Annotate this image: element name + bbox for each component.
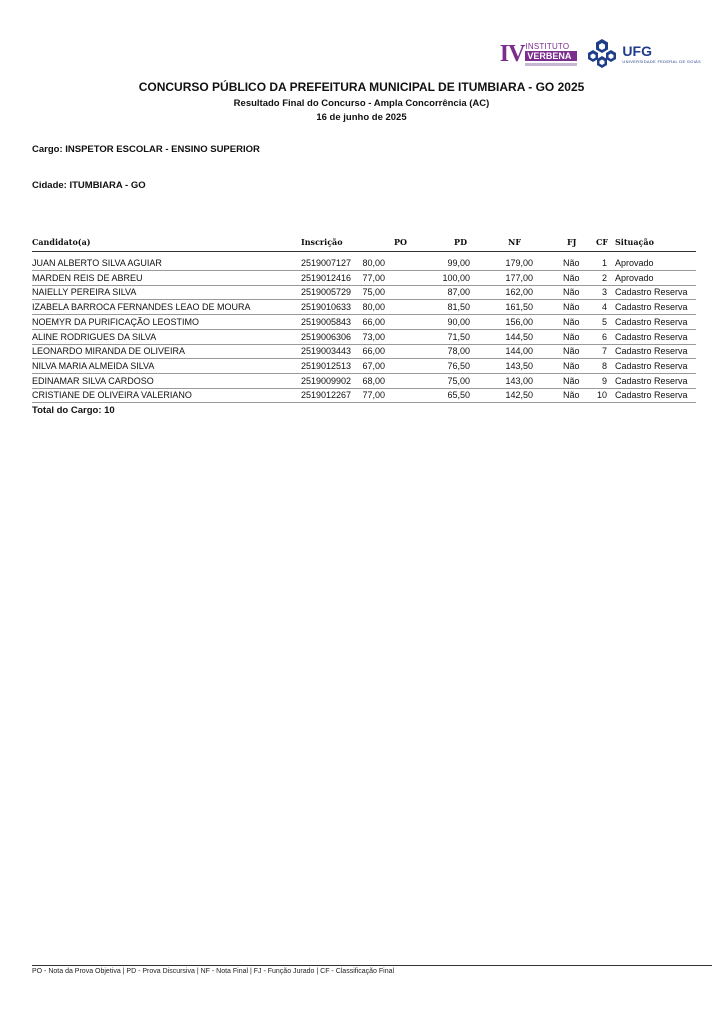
cell-pd: 87,00 [447,287,470,298]
cell-po: 66,00 [362,316,385,327]
cell-nf: 161,50 [505,302,533,313]
cell-nf: 177,00 [505,272,533,283]
iv-mark: IV [499,41,525,67]
cell-nf: 162,00 [505,287,533,298]
cell-cf: 10 [596,390,607,401]
row-divider [32,402,696,403]
cell-pd: 75,00 [447,375,470,386]
cell-nome: ALINE RODRIGUES DA SILVA [32,331,157,342]
cell-inscricao: 2519012513 [301,360,352,371]
cell-inscricao: 2519005729 [301,287,352,298]
table-row [0,344,723,359]
cell-pd: 76,50 [447,360,470,371]
cell-pd: 71,50 [447,331,470,342]
cell-nome: EDINAMAR SILVA CARDOSO [32,375,154,386]
iv-logo-underline [525,63,577,66]
cell-nome: CRISTIANE DE OLIVEIRA VALERIANO [32,390,192,401]
cell-inscricao: 2519012267 [301,390,352,401]
table-row [0,330,723,345]
cell-fj: Não [563,360,580,371]
cell-fj: Não [563,258,580,268]
cell-situacao: Cadastro Reserva [615,331,688,342]
cell-po: 77,00 [362,272,385,283]
cell-nf: 144,00 [505,346,533,357]
iv-logo-line1: INSTITUTO [525,42,570,51]
cell-pd: 99,00 [447,258,470,268]
ufg-hexagon-icon [585,37,619,71]
col-header-situacao: Situação [615,237,654,247]
cell-situacao: Cadastro Reserva [615,375,688,386]
header-logos [500,36,701,72]
cell-fj: Não [563,272,580,283]
cell-fj: Não [563,287,580,298]
cell-nf: 179,00 [505,258,533,268]
total-cargo: Total do Cargo: 10 [32,405,115,416]
cell-po: 80,00 [362,302,385,313]
cell-inscricao: 2519005843 [301,316,352,327]
cell-nome: LEONARDO MIRANDA DE OLIVEIRA [32,346,186,357]
cell-situacao: Cadastro Reserva [615,346,688,357]
table-row [0,388,723,403]
cell-nome: IZABELA BARROCA FERNANDES LEAO DE MOURA [32,302,251,313]
col-header-inscricao: Inscrição [301,237,343,247]
cell-nome: NOEMYR DA PURIFICAÇÃO LEOSTIMO [32,316,200,327]
instituto-verbena-logo [500,39,578,69]
cell-inscricao: 2519007127 [301,258,352,268]
cell-pd: 100,00 [442,272,470,283]
cell-nf: 156,00 [505,316,533,327]
cell-cf: 1 [601,258,607,268]
col-header-nf: NF [508,237,521,247]
cell-cf: 5 [601,316,607,327]
page-title: CONCURSO PÚBLICO DA PREFEITURA MUNICIPAL DE ITUMBIARA - GO 2025 [138,80,585,94]
page-date: 16 de junho de 2025 [316,112,407,123]
cell-fj: Não [563,375,580,386]
cell-pd: 78,00 [447,346,470,357]
cell-po: 77,00 [362,390,385,401]
cell-cf: 6 [601,331,607,342]
cell-cf: 9 [601,375,607,386]
cell-cf: 7 [601,346,607,357]
table-row [0,359,723,374]
cell-po: 68,00 [362,375,385,386]
cell-nome: MARDEN REIS DE ABREU [32,272,143,283]
cell-nome: JUAN ALBERTO SILVA AGUIAR [32,258,162,268]
table-row [0,374,723,389]
ufg-logo [585,37,701,71]
cell-fj: Não [563,302,580,313]
cell-inscricao: 2519006306 [301,331,352,342]
cell-fj: Não [563,346,580,357]
cell-inscricao: 2519003443 [301,346,352,357]
cell-inscricao: 2519012416 [301,272,352,283]
table-row [0,315,723,330]
col-header-pd: PD [454,237,467,247]
cell-situacao: Cadastro Reserva [615,302,688,313]
cidade-label: Cidade: ITUMBIARA - GO [32,180,146,191]
table-row [0,271,723,286]
col-header-fj: FJ [567,237,577,247]
cell-fj: Não [563,331,580,342]
cell-nf: 144,50 [505,331,533,342]
cell-nome: NILVA MARIA ALMEIDA SILVA [32,360,155,371]
cell-situacao: Cadastro Reserva [615,360,688,371]
col-header-cf: CF [595,237,608,247]
table-header-divider [32,251,696,252]
cell-po: 67,00 [362,360,385,371]
cell-nf: 143,00 [505,375,533,386]
cell-cf: 8 [601,360,607,371]
table-row [0,300,723,315]
cell-inscricao: 2519009902 [301,375,352,386]
cell-pd: 65,50 [447,390,470,401]
col-header-po: PO [394,237,407,247]
table-header [0,235,723,249]
ufg-logo-text: UFG [622,43,652,59]
cell-nf: 143,50 [505,360,533,371]
footer-divider [32,965,712,966]
cell-po: 80,00 [362,258,385,268]
cell-fj: Não [563,316,580,327]
iv-logo-line2: VERBENA [525,51,577,61]
footer-legend: PO - Nota da Prova Objetiva | PD - Prova Discursiva | NF - Nota Final | FJ - Função Jurado | CF - Classificação Final [32,968,395,975]
table-row [0,256,723,271]
cell-situacao: Cadastro Reserva [615,390,688,401]
cell-cf: 3 [601,287,607,298]
cell-situacao: Cadastro Reserva [615,287,688,298]
cell-inscricao: 2519010633 [301,302,352,313]
cell-situacao: Aprovado [615,258,654,268]
cell-pd: 90,00 [447,316,470,327]
cell-cf: 4 [601,302,607,313]
cell-po: 66,00 [362,346,385,357]
cell-nf: 142,50 [505,390,533,401]
cell-situacao: Aprovado [615,272,654,283]
col-header-candidato: Candidato(a) [32,237,91,247]
cell-situacao: Cadastro Reserva [615,316,688,327]
cell-po: 73,00 [362,331,385,342]
cell-po: 75,00 [362,287,385,298]
cell-fj: Não [563,390,580,401]
ufg-logo-subtext: UNIVERSIDADE FEDERAL DE GOIÁS [622,59,701,64]
page-subtitle: Resultado Final do Concurso - Ampla Concorrência (AC) [233,98,490,109]
cell-cf: 2 [601,272,607,283]
table-row [0,285,723,300]
cell-nome: NAIELLY PEREIRA SILVA [32,287,137,298]
cell-pd: 81,50 [447,302,470,313]
cargo-label: Cargo: INSPETOR ESCOLAR - ENSINO SUPERIOR [32,144,260,155]
